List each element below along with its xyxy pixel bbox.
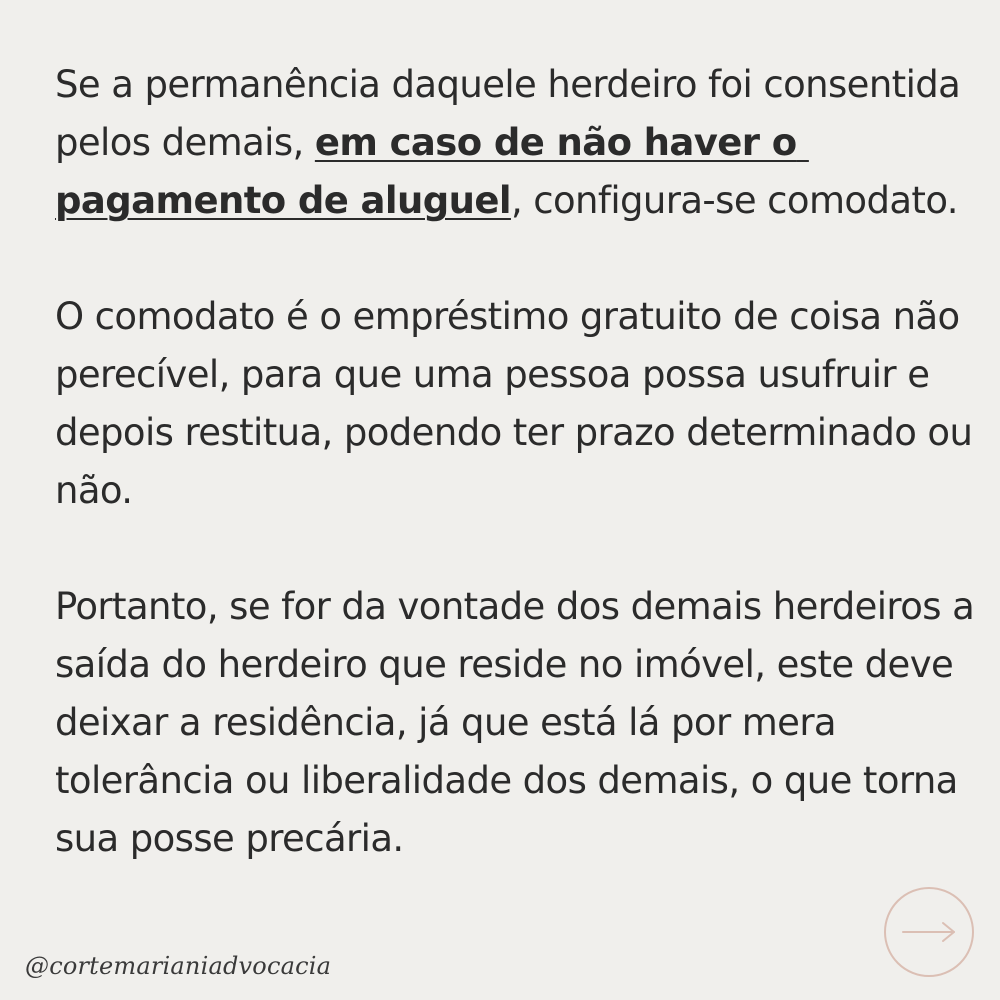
post-body xyxy=(55,56,986,868)
arrow-right-icon xyxy=(901,920,957,944)
paragraph-1 xyxy=(55,56,975,230)
paragraph-1-emphasis: em caso de não haver o pagamento de aluguel xyxy=(55,121,809,222)
paragraph-1-lead: Se a permanência daquele herdeiro foi consentida pelos demais, xyxy=(55,63,972,164)
instagram-handle: @cortemarianiadvocacia xyxy=(25,952,332,980)
paragraph-2: O comodato é o empréstimo gratuito de coisa não perecível, para que uma pessoa possa usufruir e depois restitua, podendo ter prazo determinado ou não. xyxy=(55,295,984,512)
paragraph-3: Portanto, se for da vontade dos demais herdeiros a saída do herdeiro que reside no imóvel, este deve deixar a residência, já que está lá por mera tolerância ou liberalidade dos demais, o que torna sua posse precária. xyxy=(55,585,986,860)
paragraph-1-tail: , configura-se comodato. xyxy=(510,179,958,222)
next-slide-button[interactable] xyxy=(884,887,974,977)
